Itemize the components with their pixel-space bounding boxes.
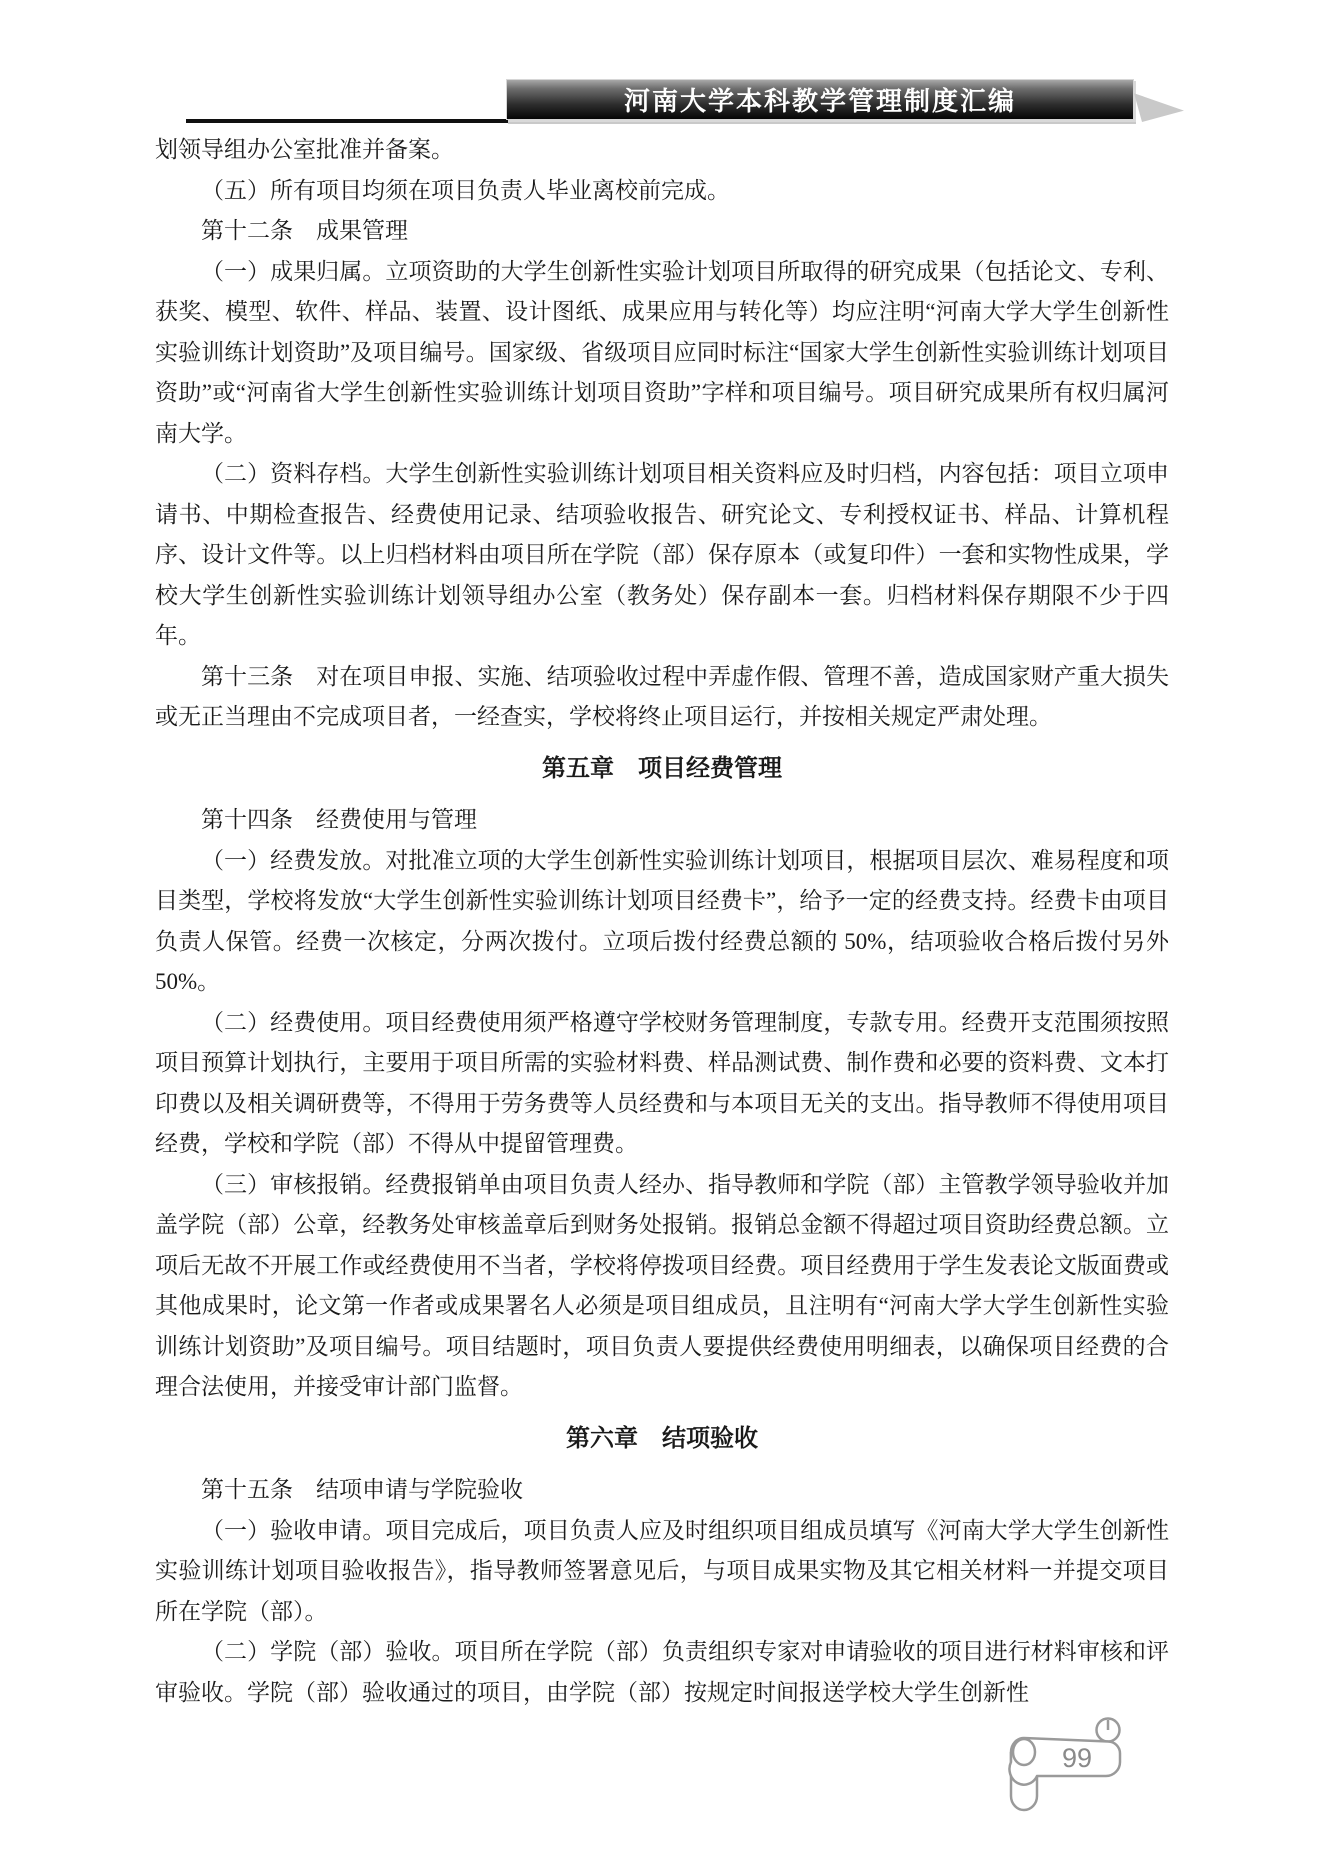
paragraph: 第十五条 结项申请与学院验收 [201, 1477, 523, 1502]
paragraph: （一）成果归属。立项资助的大学生创新性实验计划项目所取得的研究成果（包括论文、专利、获奖、模型、软件、样品、装置、设计图纸、成果应用与转化等）均应注明“河南大学大学生创新性实验训练计划资助”及项目编号。国家级、省级项目应同时标注“国家大学生创新性实验训练计划项目资助”或“河南省大学生创新性实验训练计划项目资助”字样和项目编号。项目研究成果所有权归属河南大学。 [155, 258, 1169, 446]
scroll-icon [1002, 1714, 1140, 1816]
paragraph: 第十四条 经费使用与管理 [201, 807, 477, 832]
header-rule-gray [508, 121, 1136, 124]
chapter-heading: 第五章 项目经费管理 [542, 754, 782, 782]
page-number: 99 [1061, 1743, 1093, 1773]
paragraph: （三）审核报销。经费报销单由项目负责人经办、指导教师和学院（部）主管教学领导验收并加盖学院（部）公章，经教务处审核盖章后到财务处报销。报销总金额不得超过项目资助经费总额。立项后无故不开展工作或经费使用不当者，学校将停拨项目经费。项目经费用于学生发表论文版面费或其他成果时，论文第一作者或成果署名人必须是项目组成员，且注明有“河南大学大学生创新性实验训练计划资助”及项目编号。项目结题时，项目负责人要提供经费使用明细表，以确保项目经费的合理合法使用，并接受审计部门监督。 [155, 1171, 1169, 1399]
header-rule-black [186, 119, 508, 123]
paragraph: （二）学院（部）验收。项目所在学院（部）负责组织专家对申请验收的项目进行材料审核和评审验收。学院（部）验收通过的项目，由学院（部）按规定时间报送学校大学生创新性 [155, 1639, 1169, 1705]
chapter-heading: 第六章 结项验收 [566, 1424, 758, 1452]
paragraph: （一）验收申请。项目完成后，项目负责人应及时组织项目组成员填写《河南大学大学生创新性实验训练计划项目验收报告》，指导教师签署意见后，与项目成果实物及其它相关材料一并提交项目所在学院（部）。 [155, 1517, 1169, 1624]
paragraph: （二）资料存档。大学生创新性实验训练计划项目相关资料应及时归档，内容包括：项目立项申请书、中期检查报告、经费使用记录、结项验收报告、研究论文、专利授权证书、样品、计算机程序、设计文件等。以上归档材料由项目所在学院（部）保存原本（或复印件）一套和实物性成果，学校大学生创新性实验训练计划领导组办公室（教务处）保存副本一套。归档材料保存期限不少于四年。 [155, 461, 1169, 648]
paragraph: 第十二条 成果管理 [201, 218, 408, 243]
document-body [155, 130, 1169, 1713]
paragraph: （一）经费发放。对批准立项的大学生创新性实验训练计划项目，根据项目层次、难易程度和项目类型，学校将发放“大学生创新性实验训练计划项目经费卡”，给予一定的经费支持。经费卡由项目负责人保管。经费一次核定，分两次拨付。立项后拨付经费总额的 50%，结项验收合格后拨付另外 50%。 [155, 847, 1169, 994]
header-banner [506, 79, 1134, 120]
paragraph: 划领导组办公室批准并备案。 [155, 137, 454, 162]
page-header-title: 河南大学本科教学管理制度汇编 [623, 87, 1016, 116]
paragraph: （二）经费使用。项目经费使用须严格遵守学校财务管理制度，专款专用。经费开支范围须按照项目预算计划执行，主要用于项目所需的实验材料费、样品测试费、制作费和必要的资料费、文本打印费以及相关调研费等，不得用于劳务费等人员经费和与本项目无关的支出。指导教师不得使用项目经费，学校和学院（部）不得从中提留管理费。 [155, 1009, 1169, 1156]
paragraph: 第十三条 对在项目申报、实施、结项验收过程中弄虚作假、管理不善，造成国家财产重大损失或无正当理由不完成项目者，一经查实，学校将终止项目运行，并按相关规定严肃处理。 [155, 663, 1169, 729]
paragraph: （五）所有项目均须在项目负责人毕业离校前完成。 [201, 177, 730, 203]
ribbon-arrow-icon [1134, 92, 1184, 122]
